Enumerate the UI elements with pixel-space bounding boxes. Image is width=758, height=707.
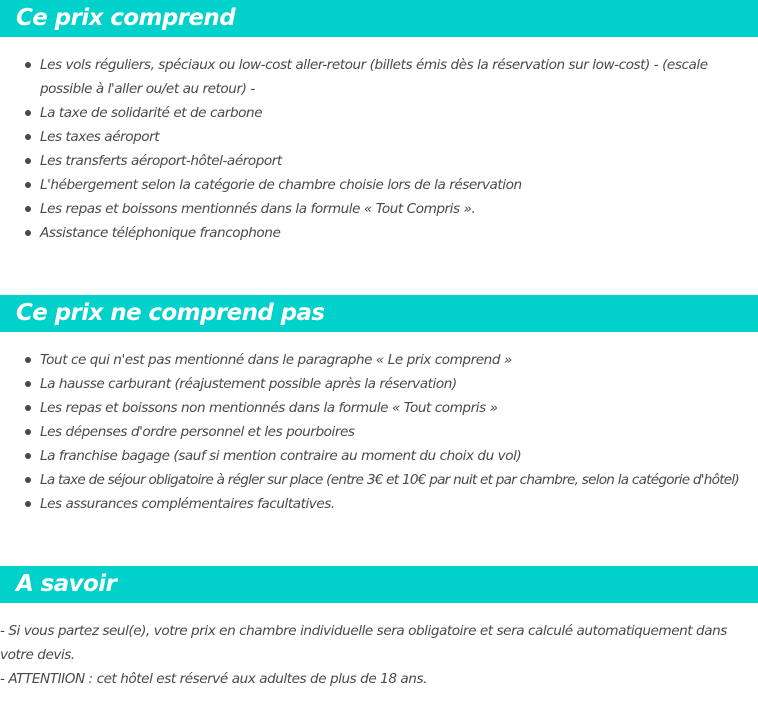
note-adults-only: - ATTENTIION : cet hôtel est réservé aux adultes de plus de 18 ans. [0,671,427,687]
list-item: L'hébergement selon la catégorie de chambre choisie lors de la réservation [0,173,758,197]
included-list [0,53,758,245]
bullet-icon [25,158,31,164]
note-single-supplement: - Si vous partez seul(e), votre prix en chambre individuelle sera obligatoire et sera calculé automatiquement dans votre devis. [0,623,727,663]
bullet-icon [25,501,31,507]
section-header-a-savoir: A savoir [0,566,758,603]
section-header-not-included: Ce prix ne comprend pas [0,295,758,332]
bullet-icon [25,357,31,363]
list-item: Les taxes aéroport [0,125,758,149]
a-savoir-notes [0,619,752,691]
bullet-icon [25,206,31,212]
bullet-icon [25,110,31,116]
list-item: Les transferts aéroport-hôtel-aéroport [0,149,758,173]
list-item: Les dépenses d'ordre personnel et les pourboires [0,420,758,444]
bullet-icon [25,405,31,411]
list-item: Les vols réguliers, spéciaux ou low-cost aller-retour (billets émis dès la réservation sur low-cost) - (escale possible à l'aller ou/et au retour) - [0,53,758,101]
bullet-icon [25,477,31,483]
list-item: Les repas et boissons non mentionnés dans la formule « Tout compris » [0,396,758,420]
bullet-icon [25,182,31,188]
list-item: La taxe de séjour obligatoire à régler sur place (entre 3€ et 10€ par nuit et par chambre, selon la catégorie d'hôtel) [0,468,758,492]
not-included-list [0,348,758,516]
list-item: La hausse carburant (réajustement possible après la réservation) [0,372,758,396]
list-item: Tout ce qui n'est pas mentionné dans le paragraphe « Le prix comprend » [0,348,758,372]
list-item: Les assurances complémentaires facultatives. [0,492,758,516]
section-header-included: Ce prix comprend [0,0,758,37]
list-item: La franchise bagage (sauf si mention contraire au moment du choix du vol) [0,444,758,468]
bullet-icon [25,62,31,68]
list-item: Assistance téléphonique francophone [0,221,758,245]
bullet-icon [25,453,31,459]
bullet-icon [25,134,31,140]
list-item: La taxe de solidarité et de carbone [0,101,758,125]
bullet-icon [25,230,31,236]
list-item: Les repas et boissons mentionnés dans la formule « Tout Compris ». [0,197,758,221]
bullet-icon [25,429,31,435]
bullet-icon [25,381,31,387]
